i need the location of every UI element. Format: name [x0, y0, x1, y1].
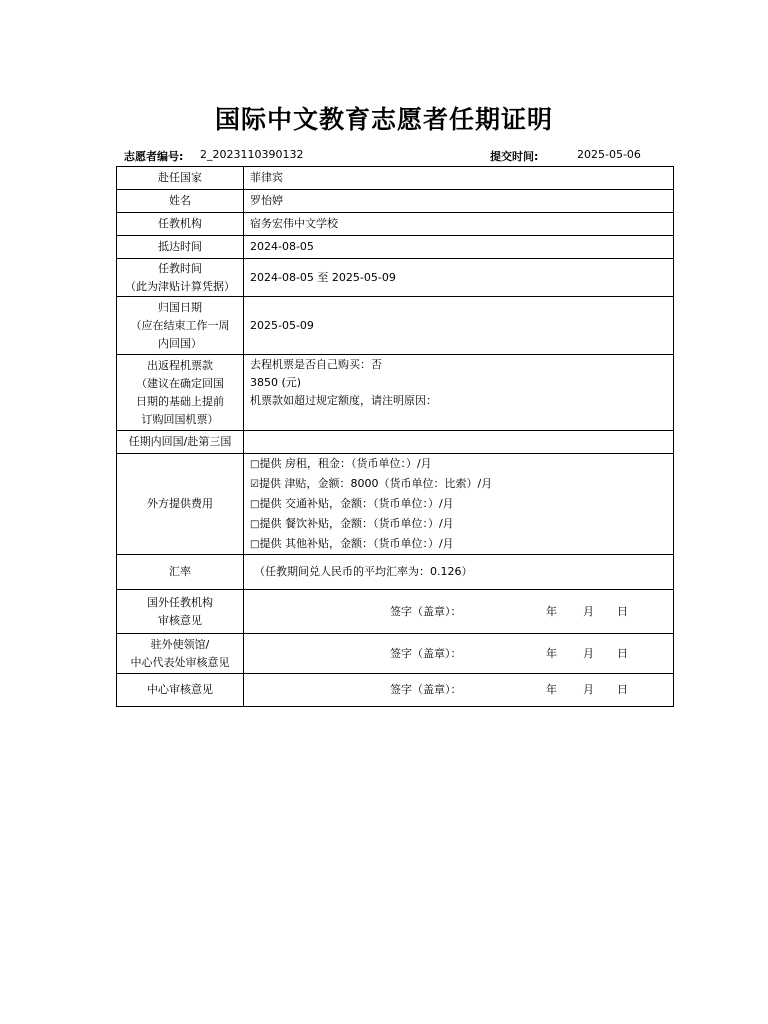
ticket-excess-reason: 机票款如超过规定额度，请注明原因： — [250, 394, 437, 407]
label-fees: 外方提供费用 — [117, 454, 244, 555]
value-review-center — [244, 674, 674, 707]
row-arrival — [117, 236, 674, 259]
row-term — [117, 259, 674, 297]
day-label: 日 — [617, 604, 628, 618]
year-label: 年 — [546, 683, 557, 696]
label-ticket: 出返程机票款 （建议在确定回国 日期的基础上提前 订购回国机票） — [117, 355, 244, 431]
checkbox-icon: □ — [250, 519, 260, 530]
row-name — [117, 190, 674, 213]
value-review-embassy — [244, 634, 674, 674]
checkbox-icon: □ — [250, 459, 260, 470]
value-institution: 宿务宏伟中文学校 — [244, 213, 674, 236]
day-label: 日 — [617, 646, 628, 660]
value-term: 2024-08-05 至 2025-05-09 — [244, 259, 674, 297]
label-review-embassy: 驻外使领馆/ 中心代表处审核意见 — [117, 634, 244, 674]
label-arrival: 抵达时间 — [117, 236, 244, 259]
volunteer-id-label: 志愿者编号: — [124, 150, 184, 163]
value-arrival: 2024-08-05 — [244, 236, 674, 259]
value-exchange-rate: （任教期间兑人民币的平均汇率为：0.126） — [244, 555, 674, 590]
label-exchange-rate: 汇率 — [117, 555, 244, 590]
label-country: 赴任国家 — [117, 167, 244, 190]
value-country: 菲律宾 — [244, 167, 674, 190]
signature-label: 签字（盖章）： — [390, 683, 462, 696]
certificate-form-table — [116, 166, 674, 707]
fee-item: □提供 其他补贴，金额：（货币单位：）/月 — [250, 537, 454, 550]
row-review-foreign — [117, 590, 674, 634]
signature-label: 签字（盖章）： — [390, 604, 462, 618]
checkbox-icon: □ — [250, 499, 260, 510]
label-name: 姓名 — [117, 190, 244, 213]
label-term: 任教时间 （此为津贴计算凭据） — [117, 259, 244, 297]
fee-item: □提供 餐饮补贴，金额：（货币单位：）/月 — [250, 517, 454, 530]
ticket-self-purchase: 去程机票是否自己购买：否 — [250, 358, 382, 371]
value-fees — [244, 454, 674, 555]
label-institution: 任教机构 — [117, 213, 244, 236]
year-label: 年 — [546, 604, 557, 618]
year-label: 年 — [546, 646, 557, 660]
row-institution — [117, 213, 674, 236]
checkbox-icon: □ — [250, 539, 260, 550]
row-review-center — [117, 674, 674, 707]
row-exchange-rate — [117, 555, 674, 590]
label-return-date: 归国日期 （应在结束工作一周 内回国） — [117, 297, 244, 355]
label-review-foreign: 国外任教机构 审核意见 — [117, 590, 244, 634]
submit-time-label: 提交时间: — [490, 150, 539, 163]
month-label: 月 — [583, 683, 594, 696]
value-review-foreign — [244, 590, 674, 634]
row-country — [117, 167, 674, 190]
volunteer-id-value: 2_2023110390132 — [200, 148, 304, 161]
value-ticket — [244, 355, 674, 431]
label-third-country: 任期内回国/赴第三国 — [117, 431, 244, 454]
document-title: 国际中文教育志愿者任期证明 — [214, 105, 553, 134]
label-review-center: 中心审核意见 — [117, 674, 244, 707]
checked-box-icon: ☑ — [250, 479, 259, 490]
value-return-date: 2025-05-09 — [244, 297, 674, 355]
month-label: 月 — [583, 646, 594, 660]
ticket-amount: 3850 (元) — [250, 376, 302, 389]
signature-label: 签字（盖章）： — [390, 646, 462, 660]
day-label: 日 — [617, 683, 628, 696]
fee-item: ☑提供 津贴，金额：8000（货币单位：比索）/月 — [250, 477, 493, 490]
value-third-country — [244, 431, 674, 454]
row-review-embassy — [117, 634, 674, 674]
value-name: 罗怡婷 — [244, 190, 674, 213]
row-fees — [117, 454, 674, 555]
fee-item: □提供 房租，租金：（货币单位：）/月 — [250, 457, 432, 470]
fee-item: □提供 交通补贴，金额：（货币单位：）/月 — [250, 497, 454, 510]
row-ticket — [117, 355, 674, 431]
row-return-date — [117, 297, 674, 355]
month-label: 月 — [583, 604, 594, 618]
submit-time-value: 2025-05-06 — [577, 148, 641, 161]
row-third-country — [117, 431, 674, 454]
